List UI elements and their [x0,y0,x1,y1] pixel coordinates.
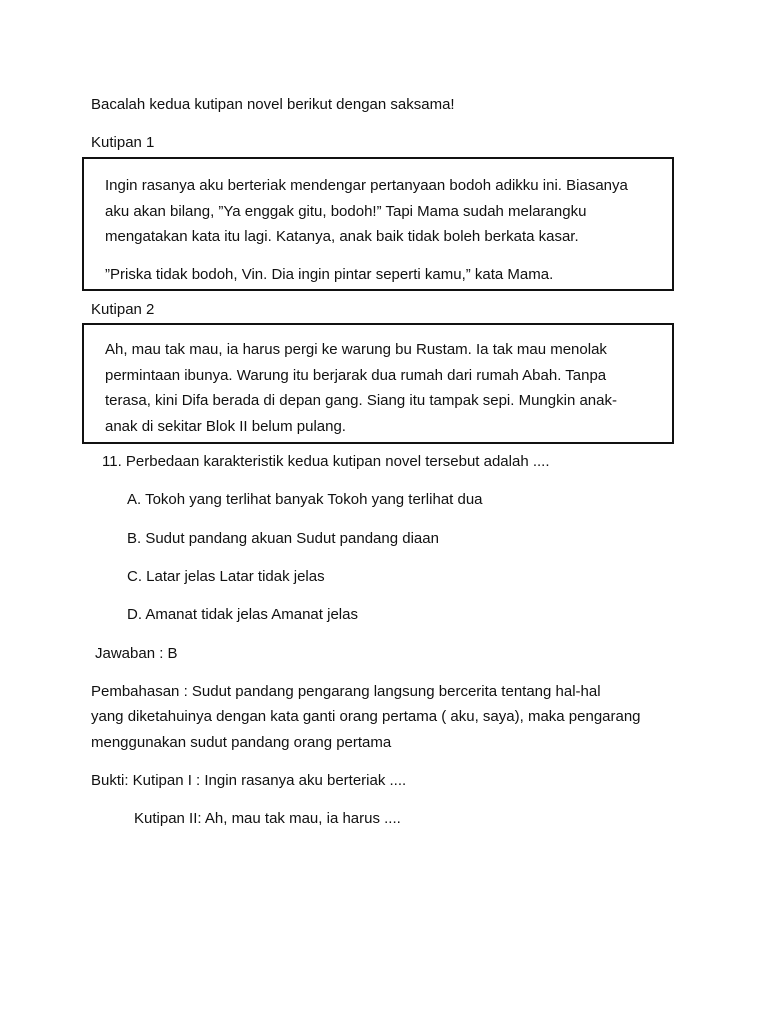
excerpt-2-line: terasa, kini Difa berada di depan gang. Siang itu tampak sepi. Mungkin anak- [105,392,617,409]
discussion-line: Pembahasan : Sudut pandang pengarang langsung bercerita tentang hal-hal [91,683,601,700]
option-a: A. Tokoh yang terlihat banyak Tokoh yang terlihat dua [127,491,483,508]
option-d: D. Amanat tidak jelas Amanat jelas [127,606,358,623]
option-b: B. Sudut pandang akuan Sudut pandang diaan [127,530,439,547]
question-text: 11. Perbedaan karakteristik kedua kutipan novel tersebut adalah .... [102,453,550,470]
option-c: C. Latar jelas Latar tidak jelas [127,568,325,585]
discussion-line: yang diketahuinya dengan kata ganti orang pertama ( aku, saya), maka pengarang [91,708,641,725]
excerpt-2-label: Kutipan 2 [91,301,155,318]
excerpt-1-box [82,157,674,291]
discussion-line: menggunakan sudut pandang orang pertama [91,734,392,751]
excerpt-1-line: mengatakan kata itu lagi. Katanya, anak baik tidak boleh berkata kasar. [105,228,579,245]
excerpt-2-line: Ah, mau tak mau, ia harus pergi ke warung bu Rustam. Ia tak mau menolak [105,341,607,358]
excerpt-1-dialogue: ”Priska tidak bodoh, Vin. Dia ingin pintar seperti kamu,” kata Mama. [105,265,554,283]
answer-text: Jawaban : B [95,645,178,662]
evidence-line-1: Bukti: Kutipan I : Ingin rasanya aku berteriak .... [91,772,407,789]
excerpt-2-box [82,323,674,444]
excerpt-1-label: Kutipan 1 [91,134,155,151]
excerpt-2-line: anak di sekitar Blok II belum pulang. [105,417,346,435]
excerpt-1-line: Ingin rasanya aku berteriak mendengar pertanyaan bodoh adikku ini. Biasanya [105,177,628,194]
evidence-line-2: Kutipan II: Ah, mau tak mau, ia harus .... [134,810,401,827]
excerpt-1-line: aku akan bilang, ”Ya enggak gitu, bodoh!” Tapi Mama sudah melarangku [105,202,587,220]
instruction-text: Bacalah kedua kutipan novel berikut dengan saksama! [91,96,455,113]
excerpt-2-line: permintaan ibunya. Warung itu berjarak dua rumah dari rumah Abah. Tanpa [105,366,607,384]
